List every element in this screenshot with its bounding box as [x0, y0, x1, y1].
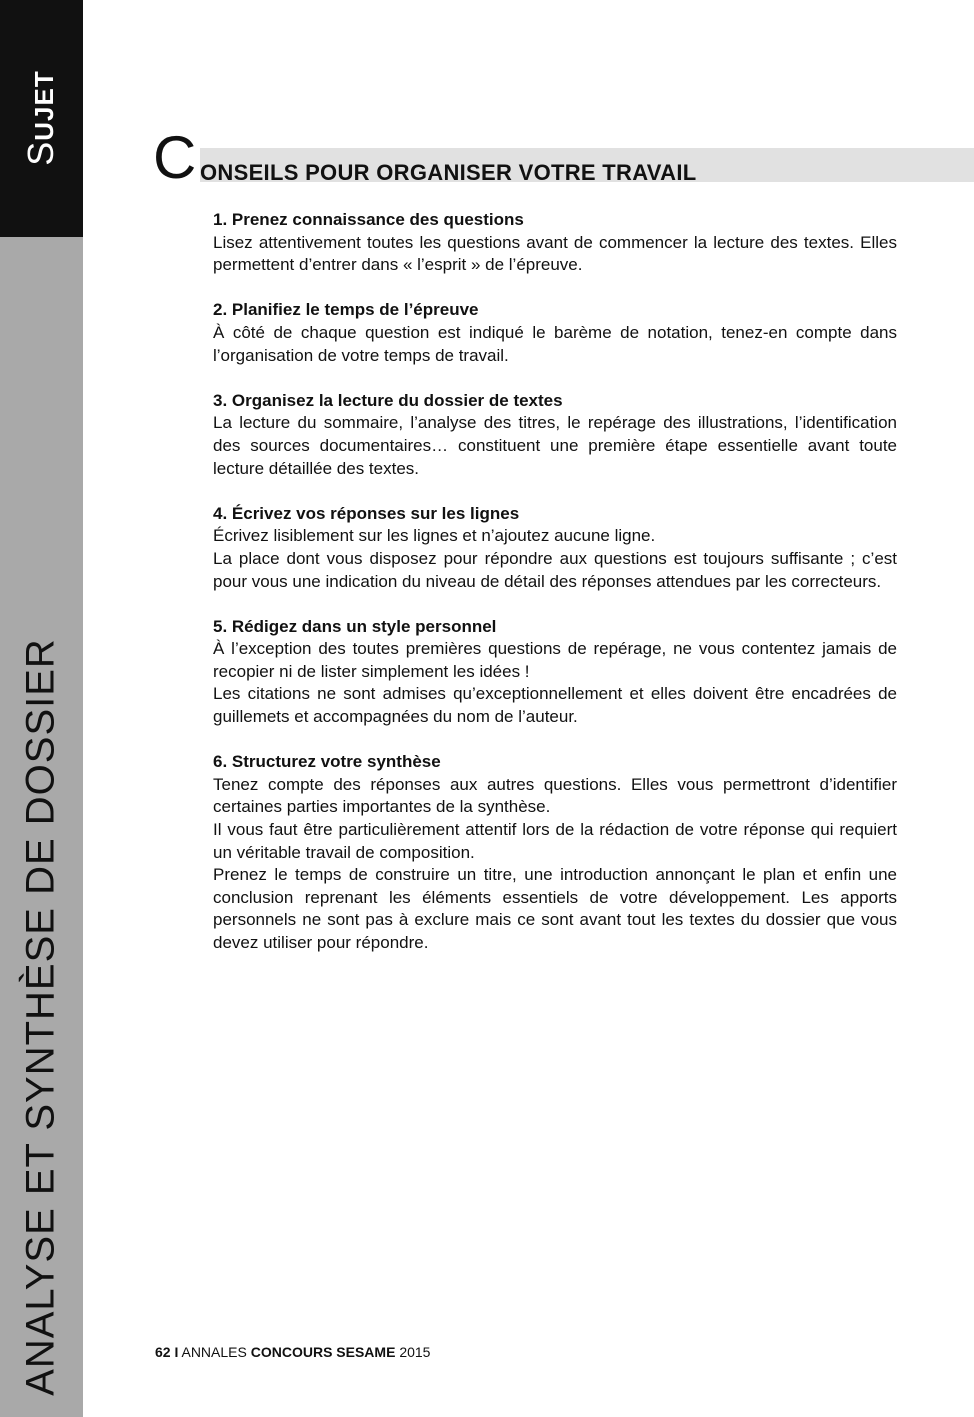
- advice-section: [213, 390, 897, 480]
- footer-year: 2015: [399, 1344, 431, 1360]
- section-title: 1. Prenez connaissance des questions: [213, 210, 524, 229]
- advice-section: [213, 299, 897, 367]
- advice-content: [213, 209, 897, 977]
- section-paragraph: À l’exception des toutes premières questions de repérage, ne vous contentez jamais de recopier ni de lister simplement les idées !: [213, 639, 897, 681]
- page-title: ONSEILS POUR ORGANISER VOTRE TRAVAIL: [200, 160, 697, 185]
- section-paragraph: Il vous faut être particulièrement attentif lors de la rédaction de votre réponse qui requiert un véritable travail de composition.: [213, 820, 897, 862]
- section-paragraph: Prenez le temps de construire un titre, une introduction annonçant le plan et enfin une conclusion reprenant les éléments essentiels de votre développement. Les apports personnels ne sont pas à exclure mais ce sont avant tout les textes du dossier que vous devez utiliser pour répondre.: [213, 865, 897, 952]
- sidebar-section-title: ANALYSE ET SYNTHÈSE DE DOSSIER: [18, 638, 63, 1396]
- section-title: 2. Planifiez le temps de l’épreuve: [213, 300, 479, 320]
- section-paragraph: Les citations ne sont admises qu’exceptionnellement et elles doivent être encadrées de guillemets et accompagnées du nom de l’auteur.: [213, 684, 897, 727]
- section-title: 6. Structurez votre synthèse: [213, 752, 441, 772]
- page-number: 62: [155, 1344, 171, 1360]
- section-paragraph: La lecture du sommaire, l’analyse des titres, le repérage des illustrations, l’identification des sources documentaires… constituent une première étape essentielle avant toute lecture détaillée des textes.: [213, 413, 897, 478]
- advice-section: [213, 503, 897, 593]
- advice-section: [213, 616, 897, 729]
- footer-separator: I: [174, 1344, 179, 1360]
- section-paragraph: Écrivez lisiblement sur les lignes et n’ajoutez aucune ligne.: [213, 526, 656, 546]
- section-paragraph: À côté de chaque question est indiqué le barème de notation, tenez-en compte dans l’organisation de votre temps de travail.: [213, 322, 897, 365]
- footer-annales: ANNALES: [181, 1344, 247, 1360]
- page-footer: [155, 1344, 430, 1360]
- section-paragraph: Tenez compte des réponses aux autres questions. Elles vous permettront d’identifier certaines parties importantes de la synthèse.: [213, 774, 897, 817]
- section-paragraph: La place dont vous disposez pour répondre aux questions est toujours suffisante ; c’est pour vous une indication du niveau de détail des réponses attendues par les correcteurs.: [213, 548, 897, 591]
- section-title: 4. Écrivez vos réponses sur les lignes: [213, 503, 520, 523]
- section-paragraph: Lisez attentivement toutes les questions avant de commencer la lecture des textes. Elles permettent d’entrer dans « l’esprit » de l’épreuve.: [213, 232, 897, 275]
- sidebar-tag-rest: UJET: [29, 70, 59, 141]
- sidebar-tag: [20, 70, 62, 165]
- section-title: 3. Organisez la lecture du dossier de textes: [213, 390, 563, 410]
- heading-initial: C: [153, 124, 197, 191]
- sidebar-tag-initial: S: [20, 140, 61, 166]
- section-title: 5. Rédigez dans un style personnel: [213, 616, 497, 636]
- advice-section: [213, 209, 897, 277]
- advice-section: [213, 751, 897, 954]
- footer-concours: CONCOURS SESAME: [250, 1344, 396, 1360]
